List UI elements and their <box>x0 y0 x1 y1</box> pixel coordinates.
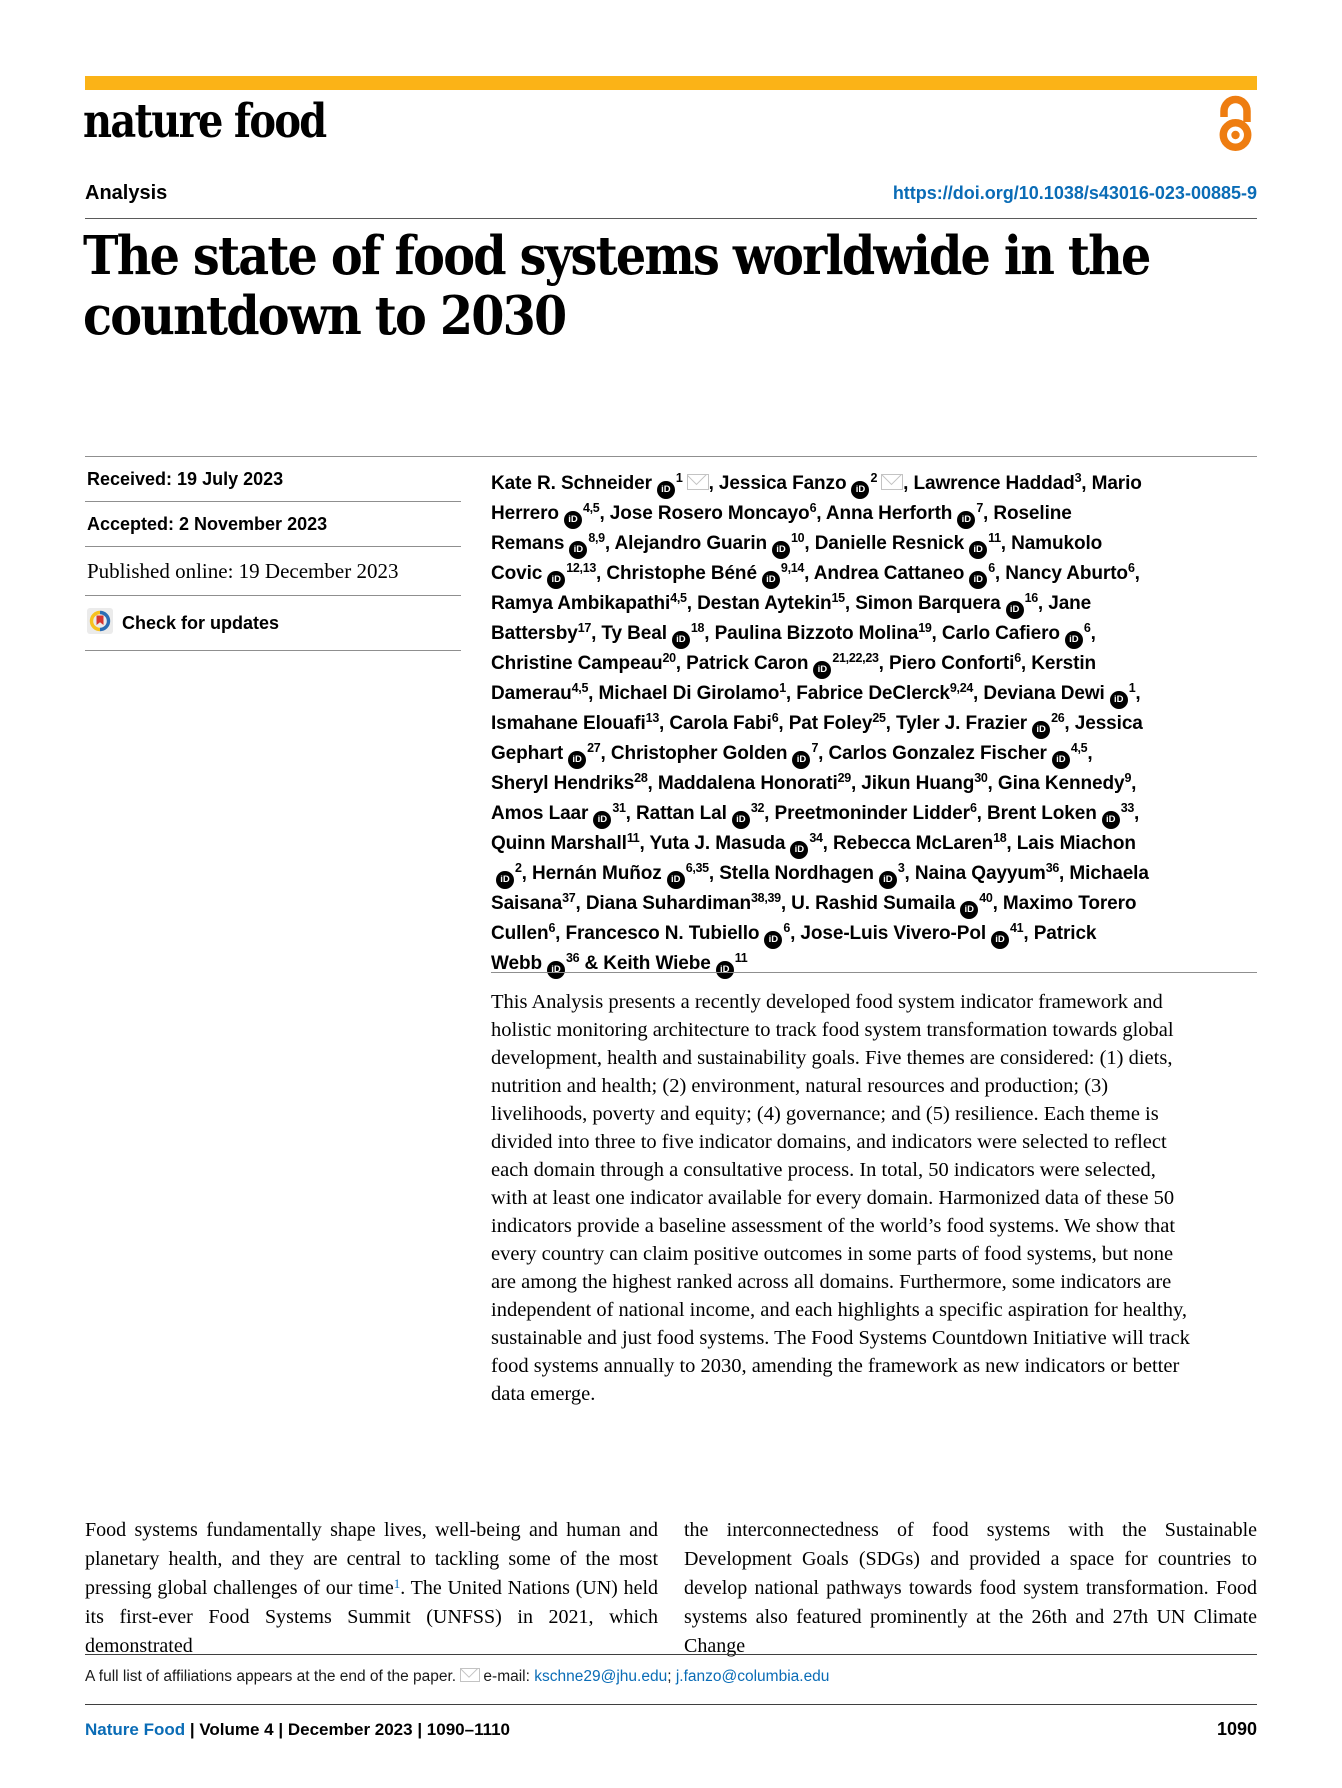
affiliation-superscript: 1 <box>779 681 786 695</box>
author-name: Carola Fabi <box>669 713 772 734</box>
body-column-left <box>85 1516 658 1661</box>
author-name: Carlo Cafiero <box>941 623 1060 644</box>
author-name: Rattan Lal <box>635 803 727 824</box>
check-for-updates-label: Check for updates <box>122 613 280 633</box>
author-name: Jose Rosero Moncayo <box>609 503 810 524</box>
affiliation-superscript: 4,5 <box>582 501 600 515</box>
author-name: Gina Kennedy <box>997 773 1125 794</box>
page-title <box>83 226 1217 346</box>
affiliation-superscript: 9 <box>1124 771 1132 785</box>
affiliation-superscript: 3 <box>897 861 905 875</box>
author-name: Tyler J. Frazier <box>895 713 1028 734</box>
affiliation-superscript: 6 <box>809 501 817 515</box>
author-name: Kate R. Schneider <box>491 473 652 494</box>
affiliation-superscript: 27 <box>587 741 601 755</box>
affiliation-note <box>85 1668 1257 1686</box>
author-name: Kerstin Damerau <box>491 653 1097 704</box>
body-text-left: Food systems fundamentally shape lives, well-being and human and planetary health, and they are central to tackling some of the most pressing global challenges of our time <box>85 1519 658 1599</box>
author-name: Naina Qayyum <box>914 863 1046 884</box>
author-name: Carlos Gonzalez Fischer <box>828 743 1047 764</box>
author-name: Francesco N. Tubiello <box>565 923 760 944</box>
orcid-icon[interactable]: iD <box>667 871 685 889</box>
body-column-right: the interconnectedness of food systems with the Sustainable Development Goals (SDGs) and provided a space for countries to develop national pathways towards food system transformation. Food systems also featured prominently at the 26th and 27th UN Climate Change <box>684 1519 1257 1657</box>
published-date: Published online: 19 December 2023 <box>85 547 461 596</box>
affiliation-superscript: 6 <box>1014 651 1021 665</box>
meta-line <box>85 182 1257 205</box>
author-name: Deviana Dewi <box>983 683 1105 704</box>
journal-citation <box>85 1720 510 1740</box>
author-name: Pat Foley <box>788 713 873 734</box>
orcid-icon[interactable]: iD <box>657 481 675 499</box>
orcid-icon[interactable]: iD <box>568 751 586 769</box>
affiliation-superscript: 1 <box>675 471 683 485</box>
affiliation-superscript: 11 <box>988 531 1001 545</box>
divider <box>85 1704 1257 1705</box>
divider <box>85 1654 1257 1655</box>
author-name: Ramya Ambikapathi <box>491 593 671 614</box>
affiliation-superscript: 19 <box>918 621 932 635</box>
author-name: Ismahane Elouafi <box>491 713 646 734</box>
author-name: Maddalena Honorati <box>657 773 838 794</box>
affiliation-superscript: 6 <box>1083 621 1091 635</box>
author-name: Christophe Béné <box>606 563 757 584</box>
article-history-panel <box>85 457 461 651</box>
affiliation-superscript: 7 <box>811 741 819 755</box>
issue-info: | Volume 4 | December 2023 | 1090–1110 <box>189 1720 511 1739</box>
affiliation-superscript: 28 <box>634 771 648 785</box>
journal-logo: nature food <box>83 94 326 149</box>
reference-link[interactable]: 1 <box>393 1576 401 1591</box>
check-for-updates-button[interactable] <box>85 596 461 651</box>
author-name: Piero Conforti <box>889 653 1015 674</box>
author-name: Preetmoninder Lidder <box>774 803 970 824</box>
orcid-icon[interactable]: iD <box>672 631 690 649</box>
affiliation-superscript: 36 <box>565 951 580 965</box>
crossmark-icon <box>87 608 113 639</box>
affiliation-superscript: 6 <box>783 921 791 935</box>
affiliation-superscript: 32 <box>750 801 765 815</box>
orcid-icon[interactable]: iD <box>813 661 831 679</box>
author-name: Quinn Marshall <box>491 833 627 854</box>
author-name: Roseline Remans <box>491 503 1072 554</box>
author-name: Yuta J. Masuda <box>649 833 786 854</box>
affiliation-superscript: 6 <box>771 711 779 725</box>
author-name: Namukolo Covic <box>491 533 1103 584</box>
author-name: Lais Miachon <box>1016 833 1136 854</box>
orcid-icon[interactable]: iD <box>1032 721 1050 739</box>
affiliation-superscript: 40 <box>979 891 993 905</box>
author-name: Andrea Cattaneo <box>813 563 965 584</box>
affiliation-superscript: 6,35 <box>685 861 709 875</box>
affiliation-superscript: 41 <box>1010 921 1024 935</box>
author-name: Jessica Gephart <box>491 713 1143 764</box>
author-name: Patrick Caron <box>686 653 809 674</box>
author-name: Keith Wiebe <box>603 953 711 974</box>
body-text <box>85 1516 1257 1661</box>
author-name: U. Rashid Sumaila <box>791 893 956 914</box>
affiliation-superscript: 8,9 <box>588 531 605 545</box>
email-icon[interactable] <box>881 474 903 490</box>
affiliation-superscript: 16 <box>1024 591 1038 605</box>
brand-bar <box>85 76 1257 90</box>
divider <box>85 218 1257 219</box>
orcid-icon[interactable]: iD <box>969 571 987 589</box>
orcid-icon[interactable]: iD <box>762 571 780 589</box>
affiliation-superscript: 18 <box>993 831 1007 845</box>
author-name: Maximo Torero Cullen <box>491 893 1137 944</box>
author-name: Anna Herforth <box>825 503 953 524</box>
open-access-icon <box>1215 94 1257 157</box>
affiliation-superscript: 13 <box>645 711 659 725</box>
author-name: Patrick Webb <box>491 923 1097 974</box>
accepted-date: Accepted: 2 November 2023 <box>85 502 461 547</box>
orcid-icon[interactable]: iD <box>1102 811 1120 829</box>
affiliation-superscript: 1 <box>1128 681 1136 695</box>
affiliation-superscript: 36 <box>1045 861 1059 875</box>
affiliation-superscript: 4,5 <box>670 591 687 605</box>
author-name: Danielle Resnick <box>814 533 965 554</box>
affiliation-superscript: 2 <box>515 861 522 875</box>
author-name: Paulina Bizzoto Molina <box>714 623 919 644</box>
affiliation-superscript: 7 <box>976 501 983 515</box>
author-name: Alejandro Guarin <box>614 533 768 554</box>
orcid-icon[interactable]: iD <box>851 481 869 499</box>
affiliation-superscript: 33 <box>1120 801 1135 815</box>
affiliation-superscript: 12,13 <box>566 561 597 575</box>
affiliation-superscript: 21,22,23 <box>832 651 879 665</box>
affiliation-superscript: 18 <box>690 621 705 635</box>
orcid-icon[interactable]: iD <box>1065 631 1083 649</box>
author-name: Amos Laar <box>491 803 589 824</box>
orcid-icon[interactable]: iD <box>732 811 750 829</box>
affiliation-superscript: 38,39 <box>751 891 781 905</box>
author-name: Mario Herrero <box>491 473 1142 524</box>
affiliation-text: A full list of affiliations appears at the end of the paper. <box>85 1668 457 1685</box>
orcid-icon[interactable]: iD <box>569 541 587 559</box>
orcid-icon[interactable]: iD <box>960 901 978 919</box>
email-link-2[interactable]: j.fanzo@columbia.edu <box>675 1668 830 1685</box>
affiliation-superscript: 9,24 <box>949 681 974 695</box>
affiliation-superscript: 9,14 <box>780 561 805 575</box>
orcid-icon[interactable]: iD <box>496 871 514 889</box>
author-name: Michael Di Girolamo <box>598 683 780 704</box>
orcid-icon[interactable]: iD <box>547 961 565 979</box>
author-name: Hernán Muñoz <box>532 863 662 884</box>
title-line-1: The state of food systems worldwide in the <box>83 225 1150 287</box>
affiliation-superscript: 11 <box>734 951 748 965</box>
orcid-icon[interactable]: iD <box>1052 751 1070 769</box>
orcid-icon[interactable]: iD <box>564 511 582 529</box>
orcid-icon[interactable]: iD <box>716 961 734 979</box>
email-icon[interactable] <box>687 474 709 490</box>
orcid-icon[interactable]: iD <box>991 931 1009 949</box>
author-name: Jane Battersby <box>491 593 1092 644</box>
author-name: Rebecca McLaren <box>833 833 994 854</box>
page-number: 1090 <box>1216 1719 1257 1739</box>
email-separator: ; <box>667 1668 676 1685</box>
author-name: Jessica Fanzo <box>718 473 847 494</box>
affiliation-superscript: 4,5 <box>571 681 589 695</box>
orcid-icon[interactable]: iD <box>957 511 975 529</box>
affiliation-superscript: 6 <box>969 801 977 815</box>
divider <box>491 972 1257 973</box>
author-name: Brent Loken <box>986 803 1097 824</box>
author-name: Jose-Luis Vivero-Pol <box>800 923 987 944</box>
affiliation-superscript: 34 <box>809 831 823 845</box>
author-name: Ty Beal <box>601 623 667 644</box>
affiliation-superscript: 11 <box>626 831 640 845</box>
received-date: Received: 19 July 2023 <box>85 457 461 502</box>
affiliation-superscript: 6 <box>1127 561 1135 575</box>
email-link-1[interactable]: kschne29@jhu.edu <box>534 1668 668 1685</box>
affiliation-superscript: 29 <box>837 771 851 785</box>
author-name: Stella Nordhagen <box>719 863 874 884</box>
author-name: Simon Barquera <box>855 593 1001 614</box>
journal-name-link[interactable]: Nature Food <box>85 1720 186 1739</box>
author-name: Fabrice DeClerck <box>796 683 950 704</box>
affiliation-superscript: 6 <box>988 561 995 575</box>
affiliation-superscript: 2 <box>870 471 878 485</box>
affiliation-superscript: 25 <box>872 711 886 725</box>
affiliation-superscript: 4,5 <box>1070 741 1088 755</box>
journal-footer-line <box>85 1719 1257 1740</box>
orcid-icon[interactable]: iD <box>879 871 897 889</box>
affiliation-superscript: 31 <box>612 801 626 815</box>
affiliation-superscript: 30 <box>974 771 988 785</box>
author-name: Christine Campeau <box>491 653 663 674</box>
author-name: Diana Suhardiman <box>585 893 752 914</box>
author-name: Destan Aytekin <box>697 593 832 614</box>
orcid-icon[interactable]: iD <box>593 811 611 829</box>
affiliation-superscript: 20 <box>662 651 676 665</box>
orcid-icon[interactable]: iD <box>772 541 790 559</box>
doi-link[interactable]: https://doi.org/10.1038/s43016-023-00885-9 <box>892 183 1257 203</box>
affiliation-superscript: 37 <box>562 891 576 905</box>
author-name: Christopher Golden <box>610 743 788 764</box>
orcid-icon[interactable]: iD <box>969 541 987 559</box>
orcid-icon[interactable]: iD <box>764 931 782 949</box>
abstract: This Analysis presents a recently developed food system indicator framework and holistic monitoring architecture to track food system transformation towards global development, health and sustainability goals. Five themes are considered: (1) diets, nutrition and health; (2) environment, natural resources and production; (3) livelihoods, poverty and equity; (4) governance; and (5) resilience. Each theme is divided into three to five indicator domains, and indicators were selected to reflect each domain through a consultative process. In total, 50 indicators were selected, with at least one indicator available for every domain. Harmonized data of these 50 indicators provide a baseline assessment of the world’s food systems. We show that every country can claim positive outcomes in some parts of food systems, but none are among the highest ranked across all domains. Furthermore, some indicators are independent of national income, and each highlights a specific aspiration for healthy, sustainable and just food systems. The Food Systems Countdown Initiative will track food systems annually to 2030, amending the framework as new indicators or better data emerge. <box>491 991 1190 1405</box>
orcid-icon[interactable]: iD <box>1110 691 1128 709</box>
author-name: Sheryl Hendriks <box>491 773 635 794</box>
affiliation-superscript: 6 <box>548 921 556 935</box>
affiliation-superscript: 26 <box>1051 711 1065 725</box>
email-label: e-mail: <box>483 1668 530 1685</box>
affiliation-superscript: 10 <box>791 531 805 545</box>
orcid-icon[interactable]: iD <box>790 841 808 859</box>
affiliation-superscript: 3 <box>1074 471 1082 485</box>
affiliation-superscript: 15 <box>831 591 845 605</box>
author-name: Jikun Huang <box>861 773 975 794</box>
article-type-label: Analysis <box>85 182 168 204</box>
email-icon <box>460 1668 480 1682</box>
affiliation-superscript: 17 <box>577 621 592 635</box>
orcid-icon[interactable]: iD <box>547 571 565 589</box>
author-name: Nancy Aburto <box>1005 563 1128 584</box>
author-name: Michaela Saisana <box>491 863 1149 914</box>
orcid-icon[interactable]: iD <box>792 751 810 769</box>
title-line-2: countdown to 2030 <box>83 285 566 347</box>
body-text-left-cont: . The United Nations (UN) held its first-ever Food Systems Summit (UNFSS) in 2021, which demonstrated <box>85 1577 658 1657</box>
author-name: Lawrence Haddad <box>913 473 1075 494</box>
author-list: Kate R. Schneider $iD^1$ , Jessica Fanzo $iD^2$ , Lawrence Haddad$^3$, Mario Herrero iD$^{4,5}$, Jose Rosero Moncayo$^6$, Anna Herforth $iD^7$, Roseline Remans iD$^{8,9}$, Alejandro Guarin $iD^{10}$, Danielle Resnick $iD^{11}$, Namukolo Covic iD$^{12,13}$, Christophe Béné iD$^{9,14}$, Andrea Cattaneo $iD^6$, Nancy Aburto$^6$, Ramya Ambikapathi$^{4,5}$, Destan Aytekin$^{15}$, Simon Barquera $iD^{16}$, Jane Battersby$^{17}$, Ty Beal $iD^{18}$, Paulina Bizzoto Molina$^{19}$, Carlo Cafiero $iD^6$, Christine Campeau$^{20}$, Patrick Caron iD$^{21,22,23}$, Piero Conforti$^6$, Kerstin Damerau$^{4,5}$, Michael Di Girolamo$^1$, Fabrice DeClerck$^{9,24}$, Deviana Dewi $iD^1$, Ismahane Elouafi$^{13}$, Carola Fabi$^6$, Pat Foley$^{25}$, Tyler J. Frazier $iD^{26}$, Jessica Gephart $iD^{27}$, Christopher Golden $iD^7$, Carlos Gonzalez Fischer iD$^{4,5}$, Sheryl Hendriks$^{28}$, Maddalena Honorati$^{29}$, Jikun Huang$^{30}$, Gina Kennedy$^9$, Amos Laar $iD^{31}$, Rattan Lal $iD^{32}$, Preetmoninder Lidder$^6$, Brent Loken $iD^{33}$, Quinn Marshall$^{11}$, Yuta J. Masuda $iD^{34}$, Rebecca McLaren$^{18}$, Lais MiachoniD$^2$, Hernán Muñoz iD$^{6,35}$, Stella Nordhagen $iD^3$, Naina Qayyum$^{36}$, Michaela Saisana$^{37}$, Diana Suhardiman$^{38,39}$, U. Rashid Sumaila $iD^{40}$, Maximo Torero Cullen$^6$, Francesco N. Tubiello $iD^6$, Jose-Luis Vivero-Pol $iD^{41}$, Patrick Webb $iD^{36}$ & Keith Wiebe $iD^{11}$ <box>491 469 1149 979</box>
orcid-icon[interactable]: iD <box>1006 601 1024 619</box>
